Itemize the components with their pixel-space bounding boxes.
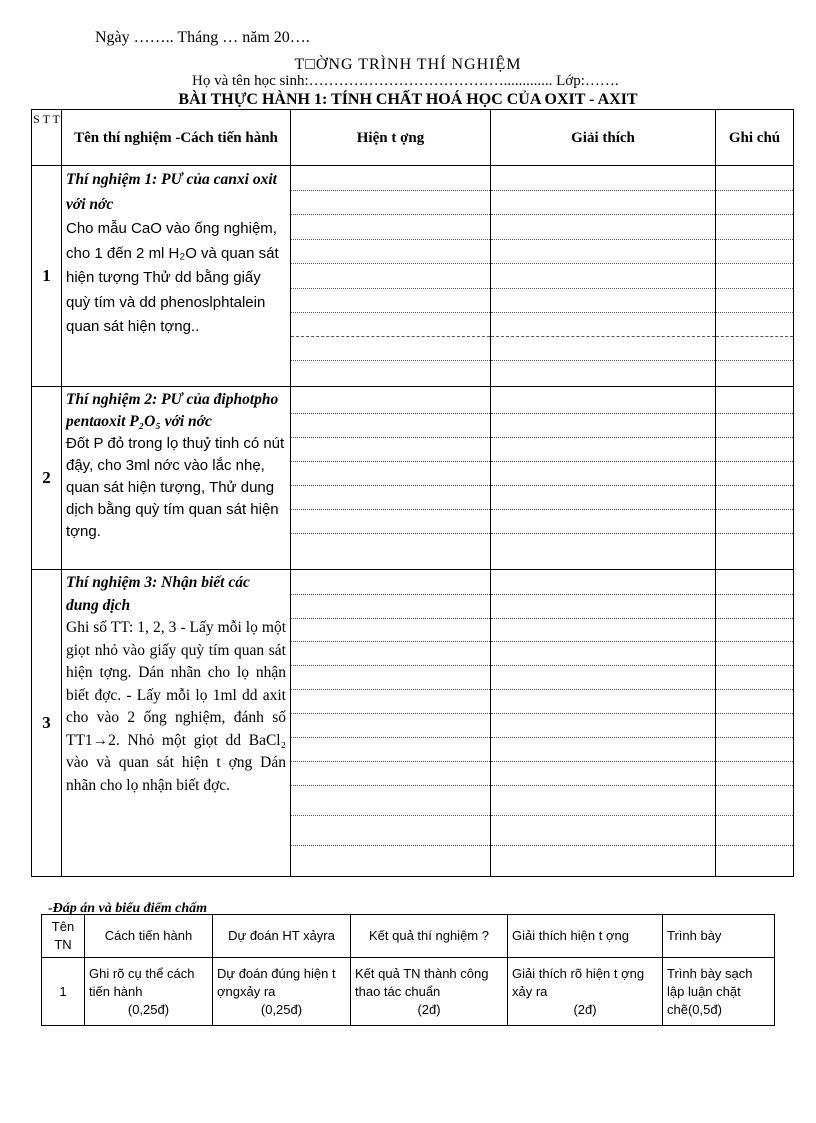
answer-rule-line [491, 239, 715, 240]
report-title: T□ỜNG TRÌNH THÍ NGHIỆM [294, 56, 522, 73]
ruled-lines [291, 387, 490, 567]
answer-rule-line [491, 689, 715, 690]
answer-rule-line [491, 336, 715, 337]
experiment-title: Thí nghiệm 1: PƯ của canxi oxit với nớc [66, 171, 277, 213]
rubric-explain [508, 958, 663, 1026]
answer-rule-line [491, 641, 715, 642]
rubric-tn: 1 [42, 958, 85, 1026]
experiment-title: Thí nghiệm 3: Nhận biết các dung dịch [66, 574, 250, 614]
answer-cell[interactable] [291, 387, 491, 570]
experiment-description [62, 387, 291, 570]
lesson-title: BÀI THỰC HÀNH 1: TÍNH CHẤT HOÁ HỌC CỦA OXIT - AXIT [178, 91, 638, 108]
answer-rule-line [716, 360, 793, 361]
answer-rule-line [291, 336, 490, 337]
answer-rule-line [491, 665, 715, 666]
rubric-predict-score: (0,25đ) [260, 1001, 303, 1017]
rubric-header-cell: Kết quả thí nghiệm ? [351, 915, 508, 958]
ruled-lines [716, 570, 793, 876]
answer-rule-line [716, 263, 793, 264]
answer-rule-line [716, 336, 793, 337]
answer-rule-line [491, 413, 715, 414]
rubric-header-cell: Cách tiến hành [85, 915, 213, 958]
rubric-title: -Đáp án và biểu điểm chấm [48, 901, 208, 916]
rubric-explain-score: (2đ) [573, 1001, 597, 1017]
answer-rule-line [491, 437, 715, 438]
ruled-lines [491, 387, 715, 568]
answer-rule-line [291, 413, 490, 414]
answer-cell[interactable] [291, 166, 491, 387]
rubric-header-cell: Dự đoán HT xảyra [213, 915, 351, 958]
answer-rule-line [716, 761, 793, 762]
answer-rule-line [291, 509, 490, 510]
rubric-predict-text: Dự đoán đúng hiện t ợngxảy ra [217, 965, 336, 999]
ruled-lines [291, 570, 490, 874]
answer-rule-line [491, 737, 715, 738]
answer-rule-line [716, 665, 793, 666]
ruled-lines [716, 166, 793, 386]
experiment-body: Cho mẫu CaO vào ống nghiệm, cho 1 đến 2 ml H₂O và quan sát hiện tượng Thử dd bằng giấy quỳ tím và dd phenoslphtalein quan sát hiện tợng.. [66, 220, 279, 335]
answer-rule-line [491, 485, 715, 486]
answer-rule-line [716, 509, 793, 510]
answer-rule-line [291, 263, 490, 264]
answer-rule-line [291, 594, 490, 595]
experiment-body: Đốt P đỏ trong lọ thuỷ tinh có nút đậy, cho 3ml nớc vào lắc nhẹ, quan sát hiện tượng, Thử dung dịch bằng quỳ tím quan sát hiện tợng. [66, 435, 285, 540]
answer-rule-line [716, 737, 793, 738]
rubric-header-cell: Tên TN [42, 915, 85, 958]
experiment-description [62, 570, 291, 877]
answer-rule-line [716, 190, 793, 191]
answer-rule-line [491, 533, 715, 534]
answer-cell[interactable] [716, 387, 794, 570]
rubric-row [42, 958, 775, 1026]
answer-rule-line [491, 360, 715, 361]
answer-rule-line [291, 214, 490, 215]
table-row [32, 570, 794, 877]
rubric-present: Trình bày sạch lập luận chặt chẽ(0,5đ) [663, 958, 775, 1026]
answer-rule-line [491, 785, 715, 786]
table-header-row [32, 110, 794, 166]
header-phenomenon: Hiện t ợng [291, 110, 491, 166]
answer-cell[interactable] [491, 387, 716, 570]
answer-rule-line [491, 618, 715, 619]
answer-rule-line [291, 533, 490, 534]
answer-rule-line [291, 190, 490, 191]
answer-rule-line [291, 312, 490, 313]
answer-rule-line [291, 239, 490, 240]
answer-rule-line [291, 641, 490, 642]
answer-cell[interactable] [491, 570, 716, 877]
answer-rule-line [291, 665, 490, 666]
experiment-description [62, 166, 291, 387]
answer-cell[interactable] [716, 570, 794, 877]
answer-rule-line [491, 815, 715, 816]
answer-rule-line [716, 239, 793, 240]
experiment-table [31, 109, 794, 877]
rubric-method [85, 958, 213, 1026]
answer-rule-line [716, 312, 793, 313]
ruled-lines [291, 166, 490, 384]
answer-rule-line [491, 461, 715, 462]
answer-rule-line [716, 845, 793, 846]
answer-rule-line [291, 618, 490, 619]
rubric-explain-text: Giải thích rõ hiện t ợng xảy ra [512, 965, 645, 999]
row-number: 1 [32, 166, 62, 387]
header-stt: S T T [32, 110, 62, 166]
answer-rule-line [491, 845, 715, 846]
ruled-lines [491, 570, 715, 875]
answer-rule-line [491, 190, 715, 191]
answer-cell[interactable] [491, 166, 716, 387]
row-number: 3 [32, 570, 62, 877]
header-explain: Giải thích [491, 110, 716, 166]
answer-cell[interactable] [291, 570, 491, 877]
answer-rule-line [716, 785, 793, 786]
answer-rule-line [716, 288, 793, 289]
answer-rule-line [291, 761, 490, 762]
answer-rule-line [491, 713, 715, 714]
rubric-predict [213, 958, 351, 1026]
answer-rule-line [716, 641, 793, 642]
answer-rule-line [491, 509, 715, 510]
rubric-header-cell: Giải thích hiện t ợng [508, 915, 663, 958]
answer-rule-line [291, 713, 490, 714]
rubric-result-text: Kết quả TN thành công thao tác chuẩn [355, 965, 489, 999]
answer-rule-line [291, 288, 490, 289]
answer-rule-line [291, 360, 490, 361]
answer-rule-line [491, 594, 715, 595]
answer-rule-line [716, 413, 793, 414]
answer-rule-line [716, 713, 793, 714]
answer-rule-line [716, 485, 793, 486]
table-row [32, 387, 794, 570]
ruled-lines [716, 387, 793, 569]
answer-rule-line [491, 263, 715, 264]
answer-rule-line [291, 689, 490, 690]
rubric-method-text: Ghi rõ cụ thể cách tiến hành [89, 965, 195, 999]
table-row [32, 166, 794, 387]
answer-rule-line [716, 461, 793, 462]
experiment-title: Thí nghiệm 2: PƯ của điphotpho pentaoxit P₂O₅ với nớc [66, 391, 279, 430]
answer-rule-line [491, 214, 715, 215]
rubric-method-score: (0,25đ) [127, 1001, 170, 1017]
answer-rule-line [716, 533, 793, 534]
rubric-result [351, 958, 508, 1026]
answer-cell[interactable] [716, 166, 794, 387]
answer-rule-line [716, 689, 793, 690]
date-line: Ngày …….. Tháng … năm 20…. [95, 29, 310, 46]
ruled-lines [491, 166, 715, 385]
answer-rule-line [716, 618, 793, 619]
answer-rule-line [491, 761, 715, 762]
answer-rule-line [291, 815, 490, 816]
answer-rule-line [291, 461, 490, 462]
answer-rule-line [291, 737, 490, 738]
answer-rule-line [291, 845, 490, 846]
rubric-result-score: (2đ) [417, 1001, 441, 1017]
student-info-line: Họ và tên học sinh:…………………………………............. Lớp:……. [192, 73, 619, 89]
answer-rule-line [716, 594, 793, 595]
experiment-body: Ghi số TT: 1, 2, 3 - Lấy mỗi lọ một giọt nhỏ vào giấy quỳ tím quan sát hiện tợng. Dán nhãn cho lọ nhận biết đợc. - Lấy mỗi lọ 1ml dd axit cho vào 2 ống nghiệm, đánh số TT1→2. Nhỏ một giọt dd BaCl₂ vào và quan sát hiện t ợng Dán nhãn cho lọ nhận biết đợc. [66, 619, 286, 794]
header-name: Tên thí nghiệm -Cách tiến hành [62, 110, 291, 166]
rubric-header-cell: Trình bày [663, 915, 775, 958]
answer-rule-line [491, 312, 715, 313]
rubric-header-row [42, 915, 775, 958]
answer-rule-line [716, 815, 793, 816]
answer-rule-line [716, 437, 793, 438]
answer-rule-line [716, 214, 793, 215]
row-number: 2 [32, 387, 62, 570]
answer-rule-line [291, 785, 490, 786]
answer-rule-line [491, 288, 715, 289]
header-note: Ghi chú [716, 110, 794, 166]
answer-rule-line [291, 437, 490, 438]
rubric-table [41, 914, 775, 1026]
answer-rule-line [291, 485, 490, 486]
